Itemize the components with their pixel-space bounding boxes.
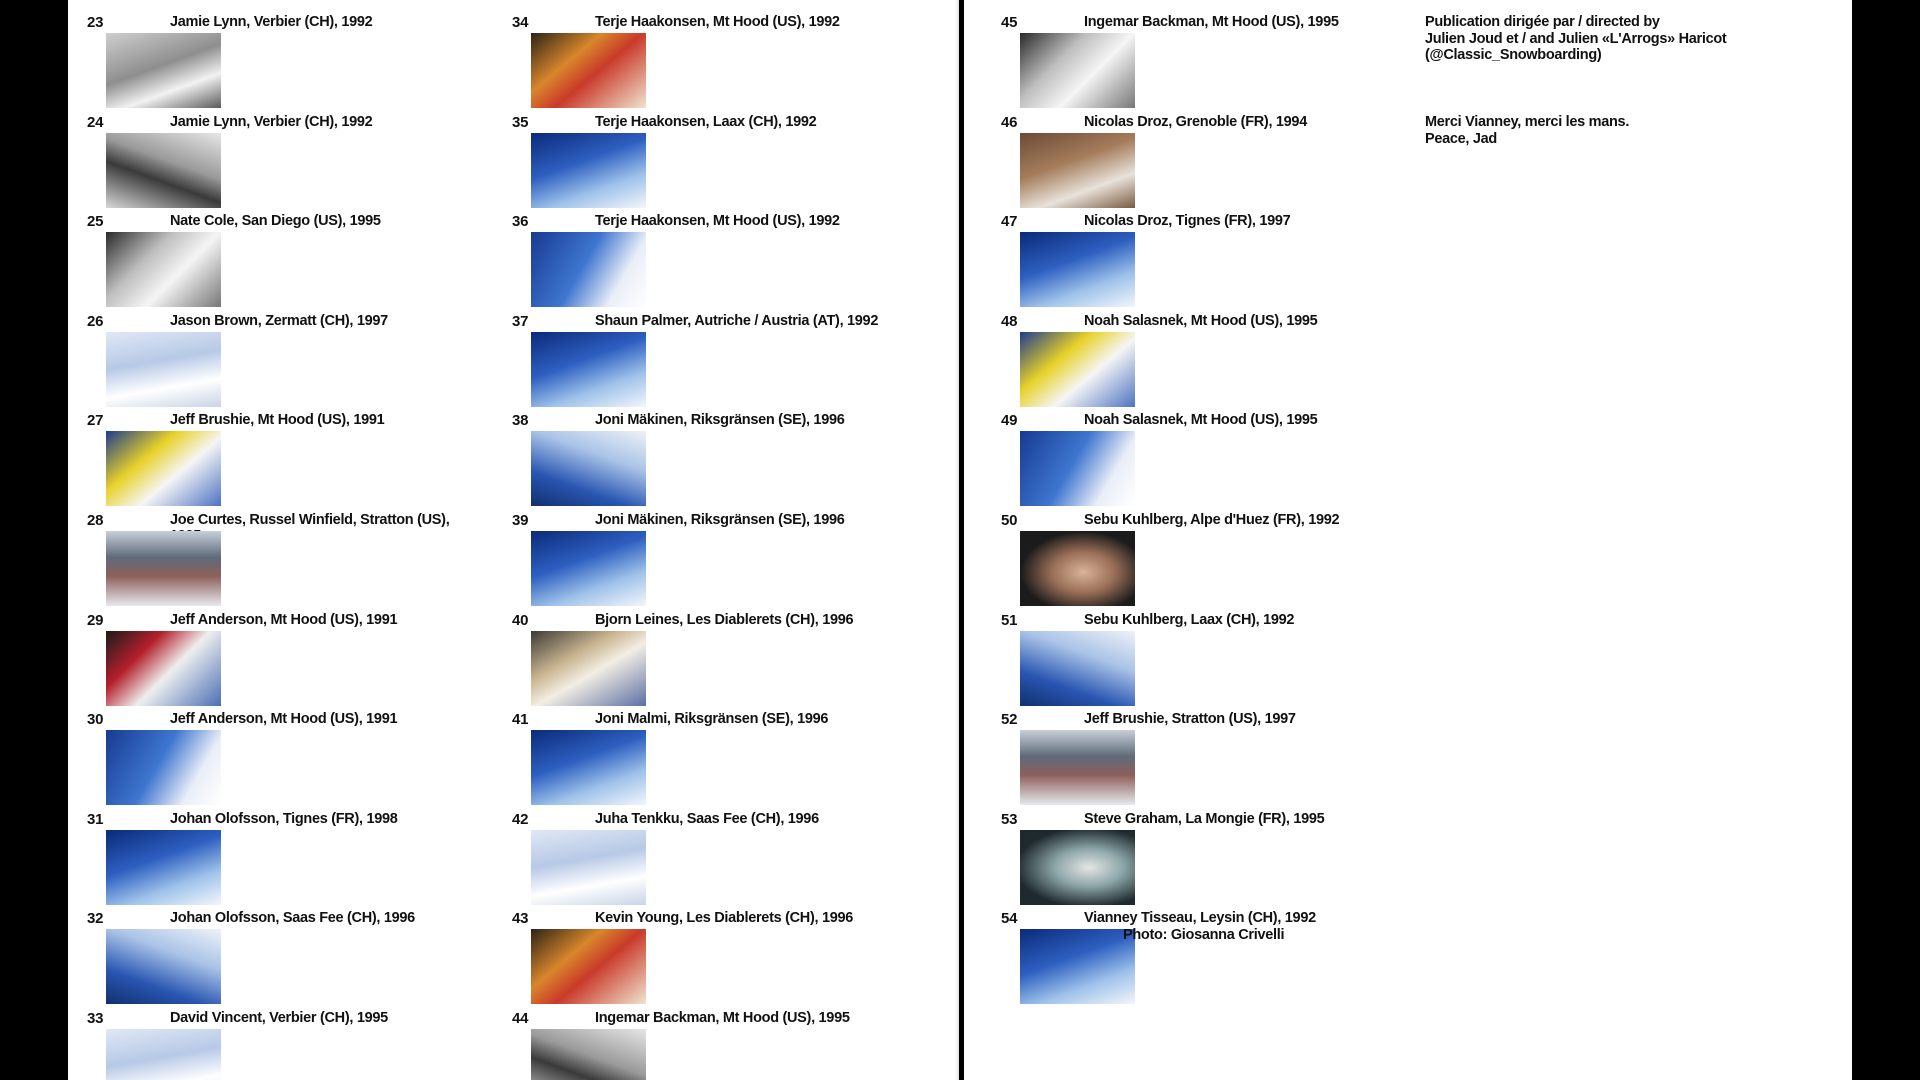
photo-caption: Ingemar Backman, Mt Hood (US), 1995 — [1084, 14, 1339, 30]
photo-entry — [512, 996, 922, 1080]
photo-caption: Nicolas Droz, Tignes (FR), 1997 — [1084, 213, 1291, 230]
photo-entry — [512, 398, 922, 498]
left-page — [68, 0, 959, 1080]
photo-entry — [1001, 598, 1411, 698]
photo-entry — [1001, 199, 1411, 299]
photo-caption: Jeff Brushie, Mt Hood (US), 1991 — [170, 412, 385, 429]
photo-number: 46 — [1001, 113, 1018, 131]
photo-thumbnail[interactable] — [1020, 33, 1135, 108]
photo-entry — [87, 498, 497, 598]
photo-caption: Jeff Brushie, Stratton (US), 1997 — [1084, 711, 1296, 728]
photo-thumbnail[interactable] — [531, 531, 646, 606]
photo-entry — [87, 299, 497, 399]
photo-number: 41 — [512, 711, 529, 729]
photo-thumbnail[interactable] — [1020, 133, 1135, 208]
photo-thumbnail[interactable] — [531, 1029, 646, 1080]
photo-thumbnail[interactable] — [531, 431, 646, 506]
photo-caption: Johan Olofsson, Saas Fee (CH), 1996 — [170, 910, 415, 927]
photo-number: 26 — [87, 312, 104, 330]
photo-number: 31 — [87, 810, 104, 828]
photo-number: 52 — [1001, 711, 1018, 729]
photo-thumbnail[interactable] — [531, 830, 646, 905]
photo-thumbnail[interactable] — [106, 730, 221, 805]
photo-thumbnail[interactable] — [106, 531, 221, 606]
photo-caption: Shaun Palmer, Autriche / Austria (AT), 1992 — [595, 312, 879, 329]
photo-caption: Joni Malmi, Riksgränsen (SE), 1996 — [595, 711, 829, 728]
photo-caption: Joe Curtes, Russel Winfield, Stratton (US), — [170, 512, 450, 528]
photo-entry — [1001, 896, 1411, 996]
colophon-publication: Publication dirigée par / directed by Julien Joud et / and Julien «L'Arrogs» Haricot (@Classic_Snowboarding) — [1425, 14, 1727, 63]
photo-thumbnail[interactable] — [1020, 929, 1135, 1004]
photo-thumbnail[interactable] — [106, 232, 221, 307]
photo-number: 49 — [1001, 412, 1018, 430]
photo-number: 28 — [87, 512, 104, 529]
photo-number: 43 — [512, 910, 529, 928]
photo-number: 34 — [512, 14, 529, 31]
photo-number: 30 — [87, 711, 104, 729]
photo-entry — [512, 598, 922, 698]
right-page — [964, 0, 1852, 1080]
photo-thumbnail[interactable] — [531, 929, 646, 1004]
photo-entry — [87, 797, 497, 897]
photo-entry — [512, 199, 922, 299]
photo-entry — [512, 0, 922, 100]
photo-number: 33 — [87, 1010, 104, 1027]
photo-thumbnail[interactable] — [531, 232, 646, 307]
photo-entry — [1001, 100, 1411, 200]
photo-caption: Ingemar Backman, Mt Hood (US), 1995 — [595, 1010, 850, 1026]
photo-number: 24 — [87, 113, 104, 131]
photo-number: 51 — [1001, 611, 1018, 629]
photo-caption: Nate Cole, San Diego (US), 1995 — [170, 213, 381, 230]
photo-caption: Jeff Anderson, Mt Hood (US), 1991 — [170, 611, 398, 628]
photo-thumbnail[interactable] — [106, 631, 221, 706]
photo-caption: Jamie Lynn, Verbier (CH), 1992 — [170, 113, 373, 130]
photo-entry — [512, 797, 922, 897]
photo-number: 39 — [512, 512, 529, 529]
photo-thumbnail[interactable] — [531, 33, 646, 108]
photo-entry — [1001, 498, 1411, 598]
photo-thumbnail[interactable] — [1020, 531, 1135, 606]
photo-number: 54 — [1001, 910, 1018, 928]
photo-entry — [1001, 398, 1411, 498]
photo-thumbnail[interactable] — [531, 631, 646, 706]
photo-entry — [512, 100, 922, 200]
photo-caption: Bjorn Leines, Les Diablerets (CH), 1996 — [595, 611, 854, 628]
photo-caption: Steve Graham, La Mongie (FR), 1995 — [1084, 810, 1325, 827]
photo-number: 37 — [512, 312, 529, 330]
photo-number: 45 — [1001, 14, 1018, 31]
photo-entry — [1001, 299, 1411, 399]
photo-thumbnail[interactable] — [1020, 332, 1135, 407]
photo-number: 27 — [87, 412, 104, 430]
photo-entry — [87, 0, 497, 100]
photo-thumbnail[interactable] — [1020, 730, 1135, 805]
photo-caption: Terje Haakonsen, Mt Hood (US), 1992 — [595, 14, 840, 30]
photo-caption: Nicolas Droz, Grenoble (FR), 1994 — [1084, 113, 1307, 130]
photo-number: 47 — [1001, 213, 1018, 231]
photo-number: 53 — [1001, 810, 1018, 828]
photo-caption: David Vincent, Verbier (CH), 1995 — [170, 1010, 388, 1026]
photo-thumbnail[interactable] — [531, 730, 646, 805]
photo-thumbnail[interactable] — [1020, 431, 1135, 506]
photo-thumbnail[interactable] — [531, 332, 646, 407]
photo-number: 32 — [87, 910, 104, 928]
photo-entry — [1001, 0, 1411, 100]
photo-caption: Terje Haakonsen, Mt Hood (US), 1992 — [595, 213, 840, 230]
photo-thumbnail[interactable] — [1020, 830, 1135, 905]
photo-number: 40 — [512, 611, 529, 629]
photo-entry — [1001, 797, 1411, 897]
photo-number: 35 — [512, 113, 529, 131]
photo-thumbnail[interactable] — [531, 133, 646, 208]
photo-number: 48 — [1001, 312, 1018, 330]
photo-thumbnail[interactable] — [1020, 232, 1135, 307]
photo-entry — [512, 697, 922, 797]
photo-entry — [87, 996, 497, 1080]
photo-entry — [87, 697, 497, 797]
photo-entry — [512, 498, 922, 598]
photo-number: 42 — [512, 810, 529, 828]
photo-entry — [512, 299, 922, 399]
photo-caption: Sebu Kuhlberg, Alpe d'Huez (FR), 1992 — [1084, 512, 1340, 528]
photo-credit: Photo: Giosanna Crivelli — [1123, 927, 1285, 944]
photo-thumbnail[interactable] — [106, 830, 221, 905]
photo-caption: Joni Mäkinen, Riksgränsen (SE), 1996 — [595, 412, 845, 429]
photo-entry — [87, 398, 497, 498]
photo-entry — [87, 896, 497, 996]
photo-entry — [87, 100, 497, 200]
photo-caption: Sebu Kuhlberg, Laax (CH), 1992 — [1084, 611, 1295, 628]
photo-number: 50 — [1001, 512, 1018, 529]
photo-number: 25 — [87, 213, 104, 231]
photo-caption: Jason Brown, Zermatt (CH), 1997 — [170, 312, 388, 329]
photo-caption: Juha Tenkku, Saas Fee (CH), 1996 — [595, 810, 819, 827]
photo-entry — [1001, 697, 1411, 797]
photo-thumbnail[interactable] — [1020, 631, 1135, 706]
photo-caption: Kevin Young, Les Diablerets (CH), 1996 — [595, 910, 854, 927]
photo-thumbnail[interactable] — [106, 33, 221, 108]
photo-number: 36 — [512, 213, 529, 231]
photo-number: 38 — [512, 412, 529, 430]
photo-caption: Jeff Anderson, Mt Hood (US), 1991 — [170, 711, 398, 728]
photo-entry — [512, 896, 922, 996]
photo-caption: Joni Mäkinen, Riksgränsen (SE), 1996 — [595, 512, 845, 528]
photo-entry — [87, 199, 497, 299]
photo-number: 29 — [87, 611, 104, 629]
photo-thumbnail[interactable] — [106, 332, 221, 407]
photo-thumbnail[interactable] — [106, 431, 221, 506]
photo-caption: Jamie Lynn, Verbier (CH), 1992 — [170, 14, 373, 30]
photo-number: 23 — [87, 14, 104, 31]
photo-caption: Vianney Tisseau, Leysin (CH), 1992 — [1084, 910, 1316, 927]
photo-caption: Noah Salasnek, Mt Hood (US), 1995 — [1084, 412, 1318, 429]
photo-caption: Johan Olofsson, Tignes (FR), 1998 — [170, 810, 398, 827]
photo-thumbnail[interactable] — [106, 1029, 221, 1080]
photo-thumbnail[interactable] — [106, 133, 221, 208]
photo-entry — [87, 598, 497, 698]
photo-caption: Noah Salasnek, Mt Hood (US), 1995 — [1084, 312, 1318, 329]
photo-thumbnail[interactable] — [106, 929, 221, 1004]
colophon-thanks: Merci Vianney, merci les mans. Peace, Jad — [1425, 114, 1630, 147]
photo-caption: Terje Haakonsen, Laax (CH), 1992 — [595, 113, 817, 130]
photo-number: 44 — [512, 1010, 529, 1027]
